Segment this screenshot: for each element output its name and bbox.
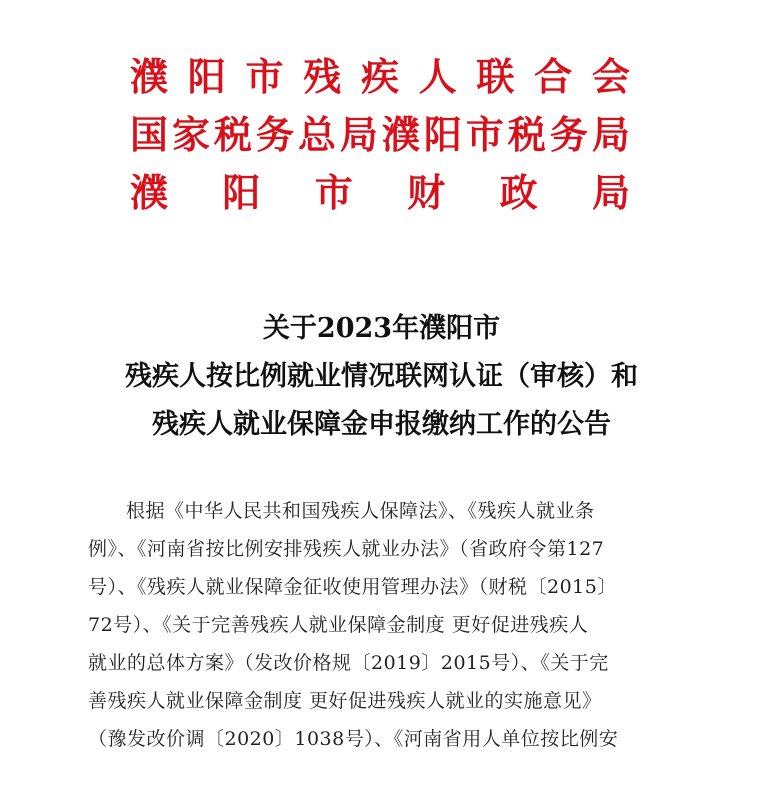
issuer-char: 市 (314, 170, 353, 215)
body-line: 72号）、《关于完善残疾人就业保障金制度 更好促进残疾人 (88, 614, 589, 636)
issuer-line-1 (130, 48, 630, 106)
issuer-char: 阳 (222, 170, 261, 215)
issuer-char: 务 (255, 112, 294, 157)
issuer-line-2 (130, 106, 630, 164)
issuer-char: 联 (476, 54, 515, 99)
issuer-char: 人 (418, 54, 457, 99)
issuer-line-3 (130, 164, 630, 222)
issuer-char: 会 (591, 54, 630, 99)
issuer-char: 疾 (360, 54, 399, 99)
issuer-char: 阳 (187, 54, 226, 99)
body-line: 号）、《残疾人就业保障金征收使用管理办法》（财税〔2015〕 (88, 576, 617, 598)
body-paragraph (88, 492, 678, 758)
issuer-char: 濮 (130, 54, 169, 99)
issuer-char: 市 (465, 112, 504, 157)
issuer-header (130, 48, 630, 222)
issuer-char: 濮 (130, 170, 169, 215)
body-line: 根据《中华人民共和国残疾人保障法》、《残疾人就业条 (126, 500, 595, 522)
issuer-char: 局 (591, 112, 630, 157)
issuer-char: 残 (303, 54, 342, 99)
issuer-char: 合 (534, 54, 573, 99)
issuer-char: 市 (245, 54, 284, 99)
title-line-1: 关于2023年濮阳市 (262, 313, 501, 344)
issuer-char: 阳 (423, 112, 462, 157)
issuer-char: 局 (339, 112, 378, 157)
issuer-char: 财 (407, 170, 446, 215)
issuer-char: 政 (499, 170, 538, 215)
body-line: 就业的总体方案》（发改价格规〔2019〕2015号）、《关于完 (88, 652, 609, 674)
issuer-char: 濮 (381, 112, 420, 157)
title-line-2: 残疾人按比例就业情况联网认证（审核）和 (125, 361, 638, 392)
issuer-char: 税 (213, 112, 252, 157)
issuer-char: 税 (507, 112, 546, 157)
body-line: 例》、《河南省按比例安排残疾人就业办法》（省政府令第127 (88, 538, 605, 560)
document-title (0, 305, 763, 449)
body-line: 善残疾人就业保障金制度 更好促进残疾人就业的实施意见》 (88, 690, 602, 712)
issuer-char: 局 (591, 170, 630, 215)
issuer-char: 国 (130, 112, 169, 157)
issuer-char: 务 (549, 112, 588, 157)
issuer-char: 家 (171, 112, 210, 157)
issuer-char: 总 (297, 112, 336, 157)
title-line-3: 残疾人就业保障金申报缴纳工作的公告 (152, 409, 611, 440)
body-line: （豫发改价调〔2020〕1038号）、《河南省用人单位按比例安 (88, 728, 619, 750)
